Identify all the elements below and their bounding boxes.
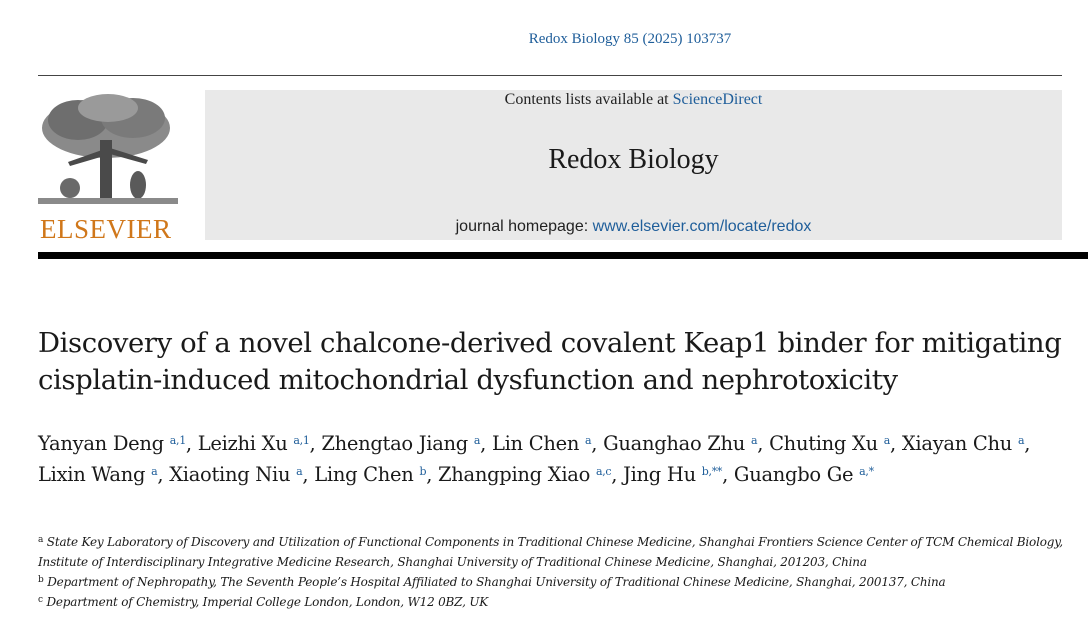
affiliation-text: Department of Chemistry, Imperial College London, London, W12 0BZ, UK	[46, 595, 489, 609]
author-separator: ,	[1024, 432, 1031, 455]
article-title: Discovery of a novel chalcone-derived covalent Keap1 binder for mitigating cisplatin-induced mitochondrial dysfunction and nephrotoxicity	[38, 327, 1062, 396]
author[interactable]	[38, 432, 186, 455]
author[interactable]	[492, 432, 591, 455]
affiliation-label: b	[38, 575, 44, 585]
affiliation-label: c	[38, 595, 43, 605]
author-name[interactable]: Ling Chen	[314, 463, 414, 486]
author-separator: ,	[185, 432, 198, 455]
author[interactable]	[321, 432, 480, 455]
affiliation-list	[38, 532, 1083, 612]
journal-name: Redox Biology	[548, 144, 719, 175]
author[interactable]	[438, 463, 611, 486]
author-affiliation-marker[interactable]: a	[750, 434, 758, 447]
author-name[interactable]: Lin Chen	[491, 432, 580, 455]
author-affiliation-marker[interactable]: b,**	[701, 465, 723, 478]
author-name[interactable]: Jing Hu	[623, 463, 696, 486]
author-name[interactable]: Xiaoting Niu	[169, 463, 291, 486]
author-affiliation-marker[interactable]: a,c	[595, 465, 612, 478]
homepage-link[interactable]: www.elsevier.com/locate/redox	[592, 218, 812, 235]
publisher-logo[interactable]	[38, 90, 178, 242]
affiliation-text: Department of Nephropathy, The Seventh People’s Hospital Affiliated to Shanghai University of Traditional Chinese Medicine, Shanghai, 200137, China	[47, 575, 946, 589]
author[interactable]	[169, 463, 302, 486]
affiliation-label: a	[38, 535, 44, 545]
author-affiliation-marker[interactable]: a,1	[169, 434, 186, 447]
affiliation-item	[38, 592, 1083, 612]
author-affiliation-marker[interactable]: a,*	[859, 465, 874, 478]
homepage-prefix: journal homepage:	[455, 218, 593, 235]
author[interactable]	[314, 463, 426, 486]
journal-homepage	[205, 218, 1062, 236]
author-name[interactable]: Lixin Wang	[38, 463, 146, 486]
author-name[interactable]: Chuting Xu	[769, 432, 878, 455]
author-separator: ,	[480, 432, 492, 455]
author-separator: ,	[591, 432, 604, 455]
header-divider	[38, 75, 1062, 76]
author-separator: ,	[722, 463, 734, 486]
author[interactable]	[769, 432, 890, 455]
author-name[interactable]: Guanghao Zhu	[603, 432, 746, 455]
author-separator: ,	[302, 463, 315, 486]
author-affiliation-marker[interactable]: a	[585, 434, 592, 447]
author-affiliation-marker[interactable]: a	[1017, 434, 1025, 447]
author-affiliation-marker[interactable]: a	[473, 434, 481, 447]
author-separator: ,	[426, 463, 439, 486]
author-affiliation-marker[interactable]: a	[296, 465, 303, 478]
affiliation-item	[38, 572, 1083, 592]
author-name[interactable]: Guangbo Ge	[733, 463, 854, 486]
author[interactable]	[623, 463, 722, 486]
author-affiliation-marker[interactable]: a,1	[293, 434, 310, 447]
author-name[interactable]: Leizhi Xu	[197, 432, 288, 455]
elsevier-tree-icon	[38, 90, 178, 210]
author-separator: ,	[611, 463, 624, 486]
publisher-wordmark: ELSEVIER	[40, 214, 172, 244]
author-name[interactable]: Yanyan Deng	[38, 432, 164, 455]
author-affiliation-marker[interactable]: a	[151, 465, 158, 478]
affiliation-text: State Key Laboratory of Discovery and Utilization of Functional Components in Traditional Chinese Medicine, Shanghai Frontiers Science Center of TCM Chemical Biology, Institute of Interdisciplinary Integrative Medicine Research, Shanghai University of Traditional Chinese Medicine, Shanghai, 201203, China	[38, 535, 1063, 569]
author-affiliation-marker[interactable]: b	[419, 465, 427, 478]
author-name[interactable]: Xiayan Chu	[901, 432, 1013, 455]
affiliation-item	[38, 532, 1083, 572]
author[interactable]	[734, 463, 874, 486]
contents-prefix: Contents lists available at	[504, 91, 673, 108]
author-name[interactable]: Zhengtao Jiang	[321, 432, 468, 455]
sciencedirect-link[interactable]: ScienceDirect	[672, 91, 763, 108]
journal-citation[interactable]: Redox Biology 85 (2025) 103737	[528, 31, 732, 47]
author-separator: ,	[309, 432, 322, 455]
contents-line	[205, 91, 1062, 109]
author[interactable]	[902, 432, 1024, 455]
author-list	[38, 428, 1083, 490]
author[interactable]	[603, 432, 757, 455]
author[interactable]	[38, 463, 157, 486]
author-name[interactable]: Zhangping Xiao	[438, 463, 591, 486]
author[interactable]	[198, 432, 310, 455]
author-separator: ,	[757, 432, 770, 455]
masthead-divider	[38, 252, 1088, 259]
author-separator: ,	[157, 463, 170, 486]
author-affiliation-marker[interactable]: a	[883, 434, 891, 447]
author-separator: ,	[890, 432, 902, 455]
journal-masthead	[205, 90, 1062, 240]
